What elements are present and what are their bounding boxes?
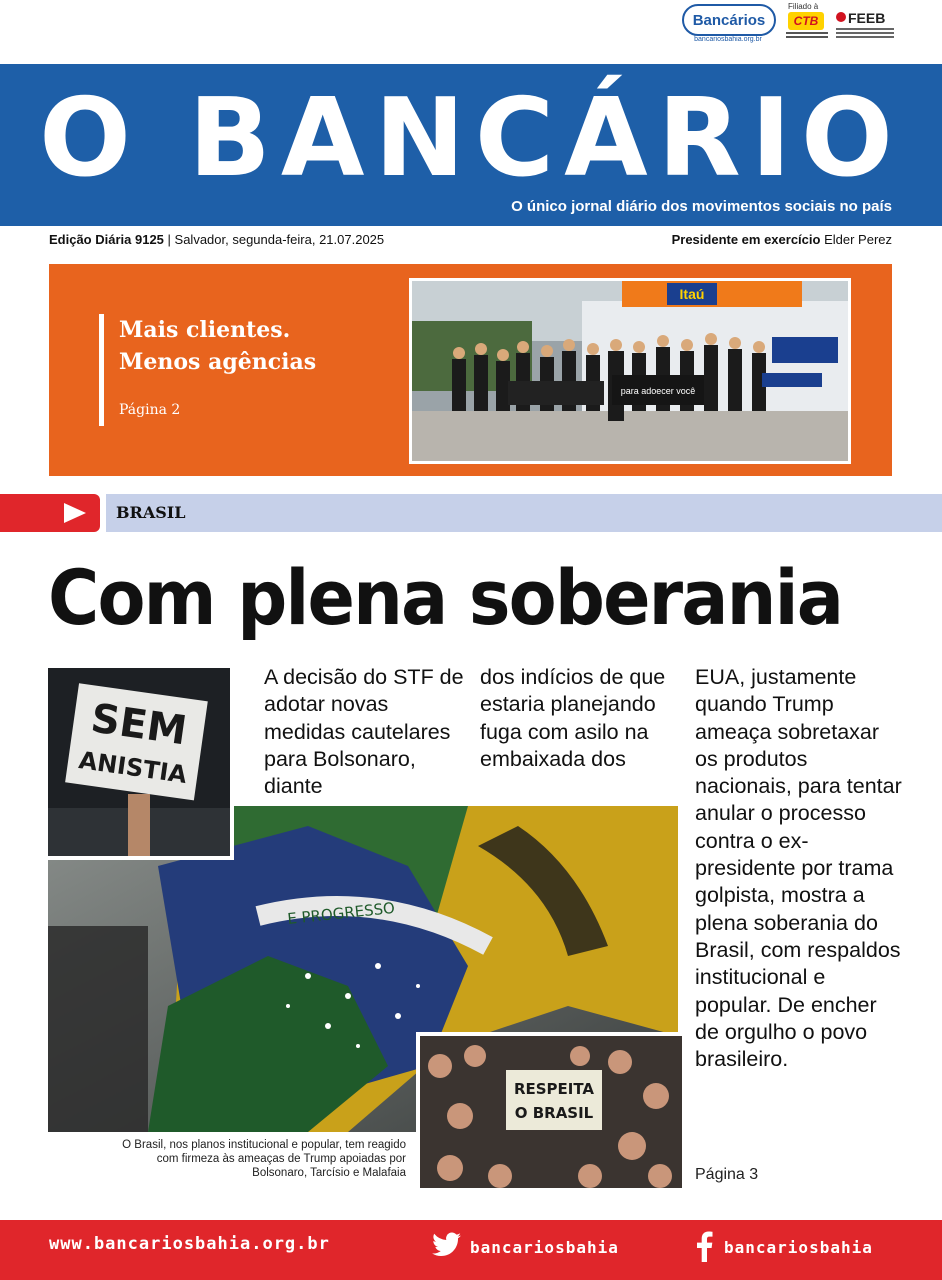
respeita-brasil-photo — [416, 1032, 682, 1188]
masthead-title: O BANCÁRIO — [39, 76, 903, 201]
facebook-icon[interactable] — [694, 1230, 714, 1262]
bancarios-logo-name: Bancários — [682, 4, 776, 36]
section-label: BRASIL — [116, 503, 186, 522]
photo-caption: O Brasil, nos planos institucional e popular, tem reagido com firmeza às ameaças de Trump apoiadas por Bolsonaro, Tarcísio e Malafaia — [122, 1139, 406, 1179]
protest-banner-text: para adoecer você — [620, 386, 696, 396]
promo-photo — [409, 278, 851, 464]
sem-anistia-photo — [48, 668, 234, 860]
footer-website-link[interactable]: www.bancariosbahia.org.br — [49, 1234, 330, 1254]
itau-sign-text: Itaú — [679, 286, 705, 302]
sign-sem-text: SEM — [88, 695, 190, 755]
edition-separator: | — [167, 232, 175, 247]
promo-accent-bar — [99, 314, 104, 426]
feeb-logo-mark — [836, 12, 846, 22]
article-headline[interactable]: Com plena soberania — [48, 553, 843, 642]
edition-number: Edição Diária 9125 — [49, 232, 164, 247]
filiado-label: Filiado à — [788, 2, 819, 11]
masthead-tagline: O único jornal diário dos movimentos sociais no país — [511, 198, 892, 215]
feeb-logo — [836, 10, 896, 44]
promo-headline-line1: Mais clientes. — [119, 317, 291, 343]
respeita-brasil-crowd-image — [420, 1036, 682, 1188]
edition-line — [49, 232, 384, 247]
president-label: Presidente em exercício — [671, 232, 821, 247]
masthead — [0, 64, 942, 226]
play-icon — [62, 501, 88, 525]
flag-motto-text: E PROGRESSO — [286, 898, 396, 928]
promo-box[interactable] — [49, 264, 892, 476]
bancarios-logo-url: bancariosbahia.org.br — [694, 36, 762, 43]
article-column-3: EUA, justamente quando Trump ameaça sobretaxar os produtos nacionais, para tentar anular o processo contra o ex-presidente por trama golpista, mostra a plena soberania do Brasil, com respaldos institucional e popular. De encher de orgulho o povo brasileiro. — [695, 665, 902, 1072]
promo-page-ref[interactable]: Página 2 — [119, 402, 181, 418]
ctb-logo: CTB — [788, 12, 824, 30]
footer-facebook-handle[interactable]: bancariosbahia — [724, 1238, 873, 1257]
article-column-1: A decisão do STF de adotar novas medidas cautelares para Bolsonaro, diante — [264, 665, 464, 799]
footer-twitter-handle[interactable]: bancariosbahia — [470, 1238, 619, 1257]
sign-anistia-text: ANISTIA — [77, 746, 189, 790]
sem-anistia-sign-image — [48, 668, 230, 856]
bancarios-logo — [682, 4, 774, 42]
president-name: Elder Perez — [824, 232, 892, 247]
sign-obrasil-text: O BRASIL — [514, 1104, 594, 1122]
promo-headline-line2: Menos agências — [119, 349, 317, 375]
article-page-ref[interactable]: Página 3 — [695, 1166, 759, 1183]
twitter-icon[interactable] — [432, 1232, 462, 1258]
section-accent — [0, 494, 100, 532]
feeb-logo-name: FEEB — [848, 10, 886, 26]
protest-itau-photo — [412, 281, 848, 461]
ctb-logo-subtext — [786, 32, 828, 40]
feeb-logo-subtext — [836, 28, 894, 40]
article-column-2: dos indícios de que estaria planejando fuga com asilo na embaixada dos — [480, 665, 666, 771]
president-line — [672, 232, 892, 247]
promo-headline[interactable] — [119, 314, 379, 378]
sign-respeita-text: RESPEITA — [513, 1080, 595, 1098]
footer-bar — [0, 1220, 942, 1280]
edition-place-date: Salvador, segunda-feira, 21.07.2025 — [174, 232, 385, 247]
section-bar — [106, 494, 942, 532]
